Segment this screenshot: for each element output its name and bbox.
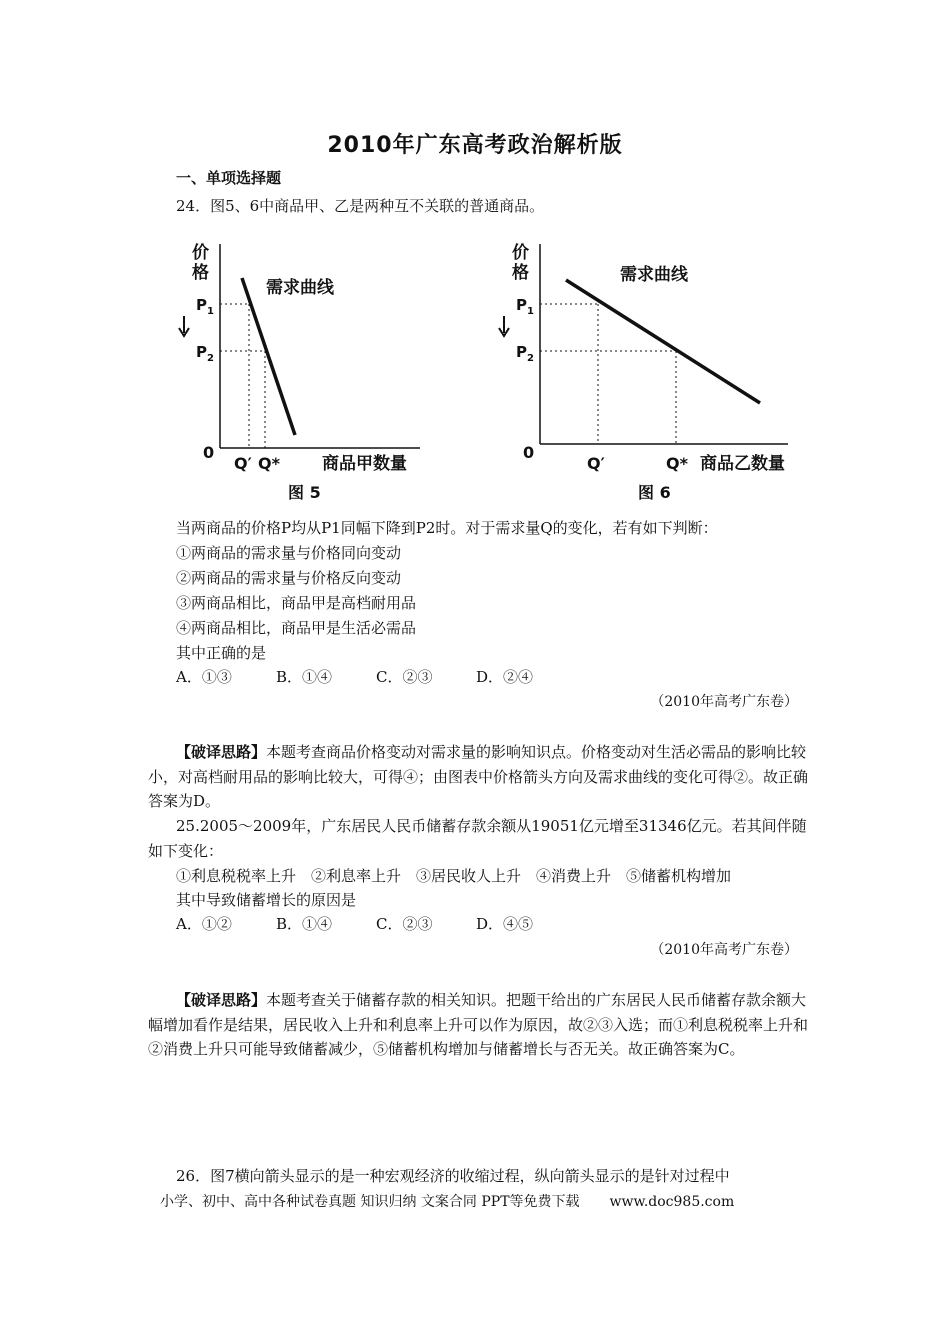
q25-option-d: D．④⑤ <box>476 915 534 933</box>
q24-item-3: ③两商品相比，商品甲是高档耐用品 <box>176 594 417 612</box>
q24-stem: 24．图5、6中商品甲、乙是两种互不关联的普通商品。 <box>176 197 545 215</box>
q25-analysis <box>148 988 808 1062</box>
page-title: 2010年广东高考政治解析版 <box>327 133 623 158</box>
fig5-curve-label: 需求曲线 <box>266 278 334 298</box>
fig6-p2-sub: 2 <box>527 353 534 364</box>
q24-option-d: D．②④ <box>476 668 534 686</box>
q24-ask: 其中正确的是 <box>176 644 267 662</box>
q24-analysis-label: 【破译思路】 <box>176 743 267 761</box>
q24-options <box>176 667 576 687</box>
fig5-origin: 0 <box>203 443 215 462</box>
footer-url[interactable]: www.doc985.com <box>609 1194 735 1210</box>
q25-option-a: A．①② <box>176 915 232 933</box>
footer-text: 小学、初中、高中各种试卷真题 知识归纳 文案合同 PPT等免费下载 <box>160 1194 580 1210</box>
q25-source: （2010年高考广东卷） <box>650 942 798 958</box>
fig5-caption: 图 5 <box>288 483 321 502</box>
fig6-curve-label: 需求曲线 <box>620 265 688 285</box>
fig6-p1-label: P <box>516 296 527 314</box>
q25-analysis-label: 【破译思路】 <box>176 991 267 1009</box>
page-footer <box>160 1191 734 1211</box>
q24-analysis-text: 本题考查商品价格变动对需求量的影响知识点。价格变动对生活必需品的影响比较小，对高档耐用品的影响比较大，可得④；由图表中价格箭头方向及需求曲线的变化可得②。故正确答案为D。 <box>148 743 809 810</box>
q24-analysis <box>148 740 808 814</box>
fig6-caption: 图 6 <box>638 483 671 502</box>
q24-option-a: A．①③ <box>176 668 232 686</box>
fig5-price-label-1: 价 <box>192 243 209 263</box>
fig6-demand-curve <box>566 280 760 403</box>
svg-text:P1 <box>516 296 534 317</box>
fig5-p1-sub: 1 <box>207 306 214 317</box>
fig5-demand-curve <box>242 278 295 435</box>
fig6-p1-sub: 1 <box>527 306 534 317</box>
section-heading: 一、单项选择题 <box>176 169 282 187</box>
figure-6-demand-chart <box>490 236 810 508</box>
fig5-price-label-2: 格 <box>192 263 209 283</box>
fig5-xlabel: 商品甲数量 <box>322 454 407 474</box>
q25-items: ①利息税税率上升 ②利息率上升 ③居民收人上升 ④消费上升 ⑤储蓄机构增加 <box>176 867 732 885</box>
q25-options <box>176 914 576 934</box>
svg-text:P2 <box>516 343 534 364</box>
figure-5-demand-chart <box>170 236 440 508</box>
q24-option-b: B．①④ <box>276 668 333 686</box>
svg-text:P1 <box>196 296 214 317</box>
svg-text:P2 <box>196 343 214 364</box>
fig5-p2-label: P <box>196 343 207 361</box>
q24-prompt: 当两商品的价格P均从P1同幅下降到P2时。对于需求量Q的变化，若有如下判断： <box>176 519 718 537</box>
q24-option-c: C．②③ <box>376 668 433 686</box>
fig6-price-label-1: 价 <box>512 243 529 263</box>
q25-analysis-text: 本题考查关于储蓄存款的相关知识。把题干给出的广东居民人民币储蓄存款余额大幅增加看作是结果，居民收入上升和利息率上升可以作为原因，故②③入选；而①利息税税率上升和②消费上升只可能导致储蓄减少，⑤储蓄机构增加与储蓄增长与否无关。故正确答案为C。 <box>148 991 809 1058</box>
fig6-origin: 0 <box>523 443 535 462</box>
fig6-price-label-2: 格 <box>512 263 529 283</box>
fig6-p2-label: P <box>516 343 527 361</box>
q25-option-c: C．②③ <box>376 915 433 933</box>
q24-source: （2010年高考广东卷） <box>650 694 798 710</box>
q24-item-1: ①两商品的需求量与价格同向变动 <box>176 544 402 562</box>
fig5-qstar-label: Q* <box>258 454 280 473</box>
fig6-qstar-label: Q* <box>666 454 688 473</box>
q25-option-b: B．①④ <box>276 915 333 933</box>
q25-stem: 25.2005～2009年，广东居民人民币储蓄存款余额从19051亿元增至31346亿元。若其间伴随如下变化： <box>148 817 807 860</box>
fig5-p1-label: P <box>196 296 207 314</box>
fig6-xlabel: 商品乙数量 <box>700 454 785 474</box>
q24-item-2: ②两商品的需求量与价格反向变动 <box>176 569 402 587</box>
fig6-qprime-label: Q′ <box>587 454 605 473</box>
q26-stem: 26．图7横向箭头显示的是一种宏观经济的收缩过程，纵向箭头显示的是针对过程中 <box>176 1167 730 1185</box>
q24-item-4: ④两商品相比，商品甲是生活必需品 <box>176 619 417 637</box>
fig5-qprime-label: Q′ <box>234 454 252 473</box>
q25-ask: 其中导致储蓄增长的原因是 <box>176 891 357 909</box>
fig5-p2-sub: 2 <box>207 353 214 364</box>
